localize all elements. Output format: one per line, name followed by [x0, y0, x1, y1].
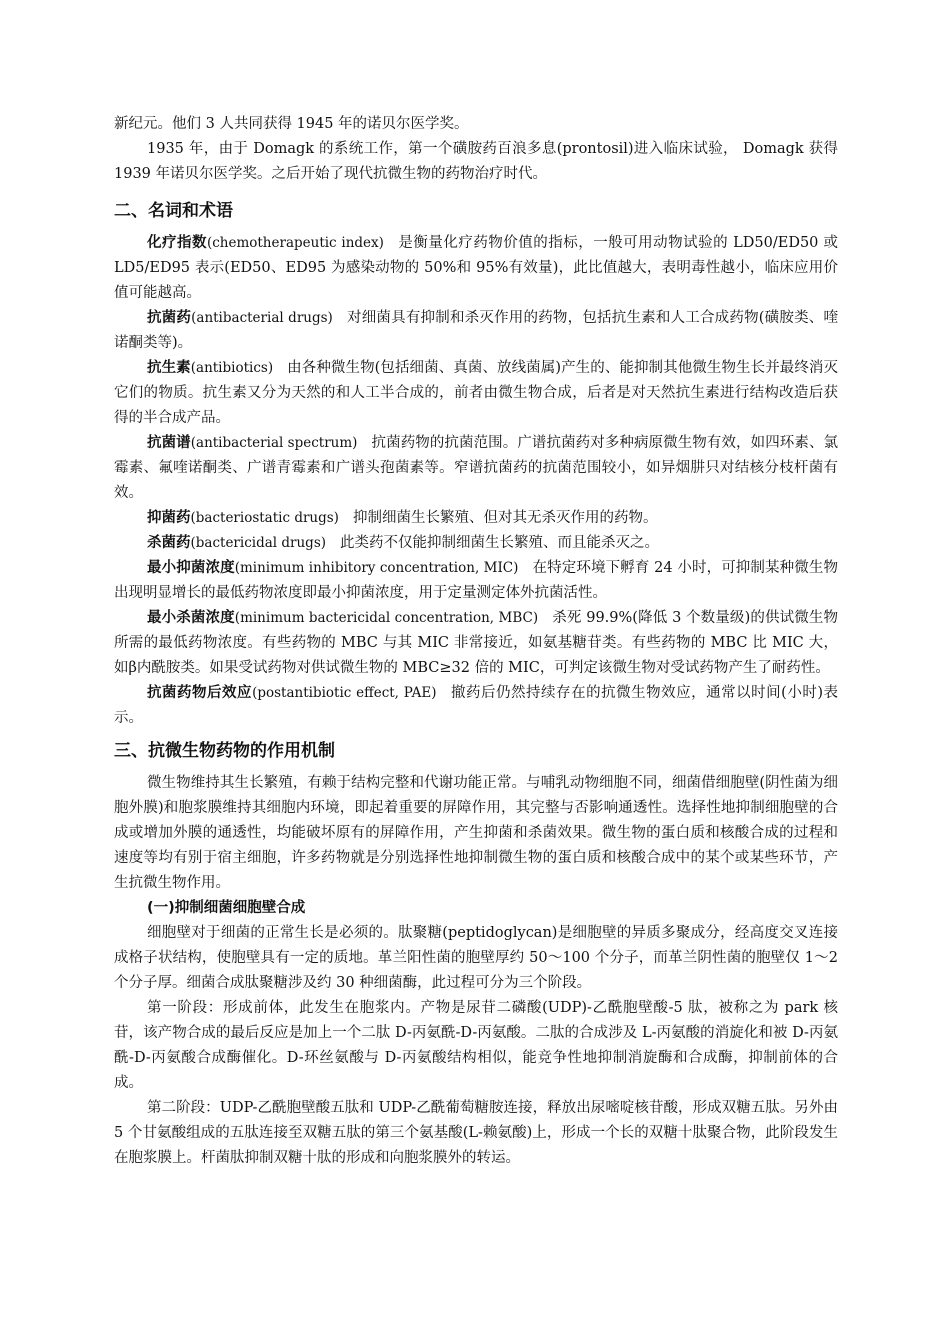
term-name: 抗菌药物后效应	[147, 685, 253, 701]
term-name: 杀菌药	[147, 535, 191, 551]
section-3-heading: 三、抗微生物药物的作用机制	[114, 741, 335, 761]
subsection-1-paragraph-1: 细胞壁对于细菌的正常生长是必须的。肽聚糖(peptidoglycan)是细胞壁的异质多聚成分，经高度交叉连接成格子状结构，使胞壁具有一定的质地。革兰阳性菌的胞壁厚约 50～100 个分子，而革兰阴性菌的胞壁仅 1～2 个分子厚。细菌合成肽聚糖涉及约 30 种细菌酶，此过程可分为三个阶段。	[114, 925, 838, 991]
term-english: (postantibiotic effect, PAE)	[252, 685, 437, 701]
term-definition: 由各种微生物(包括细菌、真菌、放线菌属)产生的、能抑制其他微生物生长并最终消灭它们的物质。抗生素又分为天然的和人工半合成的，前者由微生物合成，后者是对天然抗生素进行结构改造后获得的半合成产品。	[114, 360, 839, 426]
term-definition: 是衡量化疗药物价值的指标，一般可用动物试验的 LD50/ED50 或 LD5/ED95 表示(ED50、ED95 为感染动物的 50%和 95%有效量)，此比值越大，表明毒性越小，临床应用价值可能越高。	[114, 235, 838, 301]
term-definition: 此类药不仅能抑制细菌生长繁殖、而且能杀灭之。	[340, 535, 660, 551]
term-entry	[114, 681, 838, 731]
section-3-paragraph: 微生物维持其生长繁殖，有赖于结构完整和代谢功能正常。与哺乳动物细胞不同，细菌借细胞壁(阴性菌为细胞外膜)和胞浆膜维持其细胞内环境，即起着重要的屏障作用，其完整与否影响通透性。选择性地抑制细胞壁的合成或增加外膜的通透性，均能破坏原有的屏障作用，产生抑菌和杀菌效果。微生物的蛋白质和核酸合成的过程和速度等均有别于宿主细胞，许多药物就是分别选择性地抑制微生物的蛋白质和核酸合成中的某个或某些环节，产生抗微生物作用。	[114, 775, 838, 891]
term-english: (antibacterial drugs)	[191, 310, 333, 326]
term-name: 化疗指数	[147, 235, 207, 251]
term-entry	[114, 531, 838, 556]
term-name: 抑菌药	[147, 510, 191, 526]
term-english: (antibiotics)	[190, 360, 274, 376]
term-definition: 对细菌具有抑制和杀灭作用的药物，包括抗生素和人工合成药物(磺胺类、喹诺酮类等)。	[114, 310, 838, 351]
term-entry	[114, 231, 838, 306]
term-definition: 杀死 99.9%(降低 3 个数量级)的供试微生物所需的最低药物浓度。有些药物的 MBC 与其 MIC 非常接近，如氨基糖苷类。有些药物的 MBC 比 MIC 大，如β内酰胺类。如果受试药物对供试微生物的 MBC≥32 倍的 MIC，可判定该微生物对受试药物产生了耐药性。	[114, 610, 839, 676]
subsection-1-paragraph-2: 第一阶段：形成前体，此发生在胞浆内。产物是尿苷二磷酸(UDP)-乙酰胞壁酸-5 肽，被称之为 park 核苷，该产物合成的最后反应是加上一个二肽 D-丙氨酰-D-丙氨酸。二肽的合成涉及 L-丙氨酸的消旋化和被 D-丙氨酰-D-丙氨酸合成酶催化。D-环丝氨酸与 D-丙氨酸结构相似，能竞争性地抑制消旋酶和合成酶，抑制前体的合成。	[114, 1000, 838, 1091]
term-name: 抗生素	[147, 360, 191, 376]
term-name: 抗菌谱	[147, 435, 191, 451]
term-english: (minimum inhibitory concentration, MIC)	[234, 560, 519, 576]
section-2-heading: 二、名词和术语	[114, 201, 233, 221]
term-entry	[114, 556, 838, 606]
term-entry	[114, 506, 838, 531]
term-name: 最小杀菌浓度	[147, 610, 235, 626]
subsection-1-heading: (一)抑制细菌细胞壁合成	[147, 900, 306, 916]
term-english: (minimum bactericidal concentration, MBC)	[234, 610, 539, 626]
term-english: (bacteriostatic drugs)	[190, 510, 339, 526]
intro-paragraph-2: 1935 年，由于 Domagk 的系统工作，第一个磺胺药百浪多息(prontosil)进入临床试验， Domagk 获得 1939 年诺贝尔医学奖。之后开始了现代抗微生物的药物治疗时代。	[114, 141, 838, 182]
term-entry	[114, 606, 838, 681]
term-entry	[114, 356, 838, 431]
term-definition: 抑制细菌生长繁殖、但对其无杀灭作用的药物。	[352, 510, 658, 526]
document-page	[114, 112, 838, 1171]
term-english: (chemotherapeutic index)	[206, 235, 384, 251]
term-english: (bactericidal drugs)	[190, 535, 327, 551]
term-definition: 撤药后仍然持续存在的抗微生物效应，通常以时间(小时)表示。	[114, 685, 839, 726]
term-name: 最小抑菌浓度	[147, 560, 235, 576]
term-english: (antibacterial spectrum)	[190, 435, 358, 451]
term-name: 抗菌药	[147, 310, 192, 326]
subsection-1-paragraph-3: 第二阶段：UDP-乙酰胞壁酸五肽和 UDP-乙酰葡萄糖胺连接，释放出尿嘧啶核苷酸，形成双糖五肽。另外由 5 个甘氨酸组成的五肽连接至双糖五肽的第三个氨基酸(L-赖氨酸)上，形成一个长的双糖十肽聚合物，此阶段发生在胞浆膜上。杆菌肽抑制双糖十肽的形成和向胞浆膜外的转运。	[114, 1100, 838, 1166]
term-definition: 抗菌药物的抗菌范围。广谱抗菌药对多种病原微生物有效，如四环素、氯霉素、氟喹诺酮类、广谱青霉素和广谱头孢菌素等。窄谱抗菌药的抗菌范围较小，如异烟肼只对结核分枝杆菌有效。	[114, 435, 839, 501]
intro-paragraph-1: 新纪元。他们 3 人共同获得 1945 年的诺贝尔医学奖。	[114, 116, 469, 132]
term-entry	[114, 431, 838, 506]
term-definition: 在特定环境下孵育 24 小时，可抑制某种微生物出现明显增长的最低药物浓度即最小抑菌浓度，用于定量测定体外抗菌活性。	[114, 560, 839, 601]
term-entry	[114, 306, 838, 356]
